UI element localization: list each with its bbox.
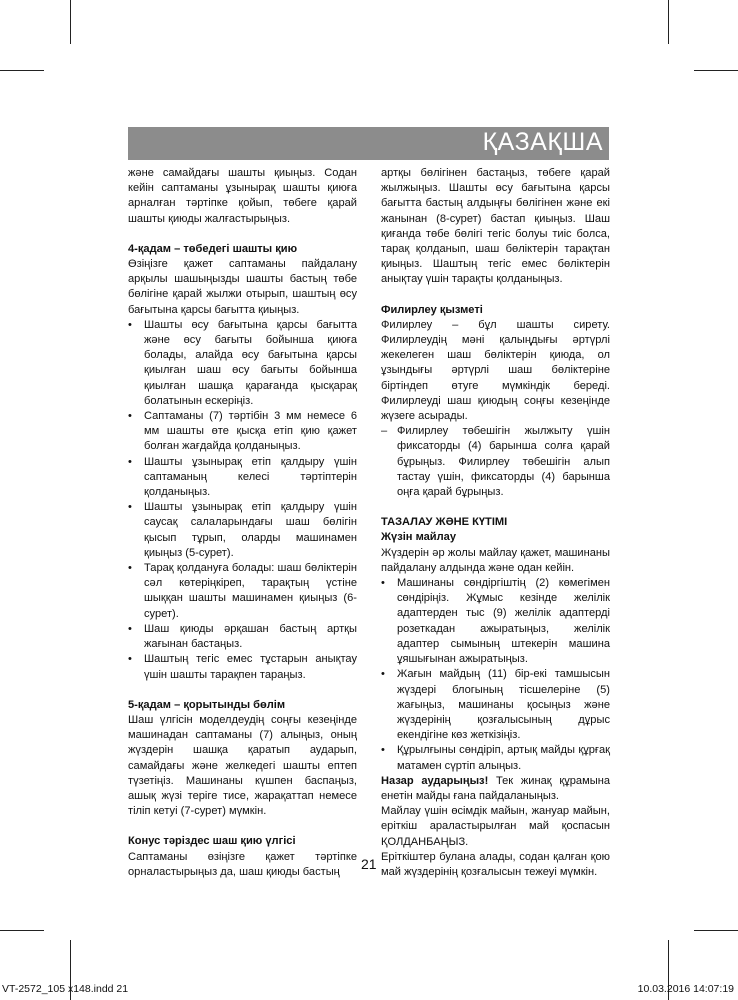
paragraph: және самайдағы шашты қиыңыз. Содан кейін саптаманы ұзынырақ шашты қиюға арналған тәртіпке қойып, төбеге қарай шашты қиюды жалғастырыңыз. [128,167,357,225]
section-heading: Филирлеу қызметі [381,303,483,316]
list-item [128,409,357,455]
list-item [381,667,610,743]
paragraph: Майлау үшін өсімдік майын, жануар майын, еріткіш араластырылған май қоспасын ҚОЛДАНБАҢЫЗ. [381,805,610,848]
list-item-text: Шашты ұзынырақ етіп қалдыру үшін саусақ салаларындағы шаш бөлігін қысып тұрып, оларды машинамен қиыңыз (5-сурет). [144,501,357,559]
bullet-marker: • [128,455,132,468]
list-item-text: Саптаманы (7) тәртібін 3 мм немесе 6 мм шашты өте қысқа етіп қию қажет болған жағдайда қолданыңыз. [144,410,357,453]
paragraph: артқы бөлігінен бастаңыз, төбеге қарай жылжыңыз. Шашты өсу бағытына қарсы бағытта бастың алдыңғы бөлігінен және екі жанынан (8-сурет) бастап қиыңыз. Шаш қиғанда төбе бөлігі тегіс болуы тиіс болса, тарақ қолданып, шаш бөліктерін тарақтан қиыңыз. Шаштың тегіс емес бөліктерін анықтау үшін тарақты қолданыңыз. [381,167,610,286]
crop-mark [694,930,738,931]
crop-mark [0,930,44,931]
language-title: ҚАЗАҚША [482,128,603,156]
list-item [128,622,357,652]
bullet-marker: • [128,501,132,514]
footer-file-info: VT-2572_105 x148.indd 21 [2,983,129,995]
list-item [381,576,610,667]
list-item-text: Шаштың тегіс емес тұстарын анықтау үшін шашты тарақпен тараңыз. [144,653,357,681]
list-item-text: Шашты өсу бағытына қарсы бағытта және өсу бағыты бойынша қиюға болады, алайда өсу бағытына қарсы қиылған шаш өсу бағыты бойынша қиылған шашқа қарағанда қысқарақ болатынын ескеріңіз. [144,318,357,407]
bullet-marker: • [128,622,132,635]
section-heading: Конус тәріздес шаш қию үлгісі [128,835,296,848]
paragraph: Жүздерін әр жолы майлау қажет, машинаны пайдалану алдында және одан кейін. [381,546,610,574]
crop-mark [70,0,71,44]
list-item [381,424,610,500]
left-column [128,166,357,880]
paragraph: Өзіңізге қажет саптаманы пайдалану арқылы шашыңызды шашты бастың төбе бөлігіне қарай жылжи отырып, шаштың өсу бағытына қарсы бағытта қиыңыз. [128,258,357,316]
crop-mark [0,70,44,71]
attention-paragraph [381,774,610,804]
bullet-list [128,318,357,683]
section-heading: 5-қадам – қорытынды бөлім [128,698,286,711]
list-item-text: Құрылғыны сөндіріп, артық майды құрғақ матамен сүртіп алыңыз. [397,744,610,772]
section-heading: ТАЗАЛАУ ЖӘНЕ КҮТІМІ [381,516,508,529]
list-item-text: Шашты ұзынырақ етіп қалдыру үшін саптаманың келесі тәртіптерін қолданыңыз. [144,455,357,499]
list-item [128,500,357,561]
list-item-text: Шаш қиюды әрқашан бастың артқы жағынан бастаңыз. [144,622,357,651]
bullet-marker: • [381,668,385,681]
dash-list [381,424,610,500]
list-item-text: Филирлеу төбешігін жылжыту үшін фиксаторды (4) барынша солға қарай бұрыңыз. Филирлеу төбешігін алып тастау үшін, фиксаторды (4) барынша оңға қарай бұрыңыз. [397,425,610,499]
bullet-marker: • [381,577,385,590]
list-item [381,743,610,773]
bullet-marker: • [128,653,132,666]
bullet-list [381,576,610,774]
bullet-marker: • [128,410,132,423]
crop-mark [668,0,669,44]
sub-heading: Жүзін майлау [381,531,457,544]
list-item [128,455,357,501]
page-number: 21 [361,856,377,872]
bullet-marker: • [128,318,132,331]
right-column [381,166,610,880]
attention-label: Назар аударыңыз! [381,774,489,787]
paragraph: Шаш үлгісін моделдеудің соңғы кезеңінде машинадан саптаманы (7) алыңыз, оның жүздерін шашқа қаратып аударып, самайдағы және желкедегі шашты ептеп түзетіңіз. Машинаны күшпен баспаңыз, ашық жүзі теріге тисе, жарақаттап немесе тіліп кетуі (7-сурет) мүмкін. [128,713,357,818]
list-item-text: Жағын майдың (11) бір-екі тамшысын жүздері блогының тісшелеріне (5) жағыңыз, машинаны қосыңыз және жүздерінің қозғалысының дұрыс екендігіне көз жеткізіңіз. [397,668,610,742]
list-item-text: Тарақ қолдануға болады: шаш бөліктерін сәл көтеріңкіреп, тарақтың үстіне шыққан шашты машинамен қиыңыз (6-сурет). [144,562,357,620]
bullet-marker: • [128,562,132,575]
crop-mark [694,70,738,71]
paragraph: Саптаманы өзіңізге қажет тәртіпке орналастырыңыз да, шаш қиюды бастың [128,850,357,878]
section-heading: 4-қадам – төбедегі шашты қию [128,242,298,255]
language-header-bar [128,127,609,160]
paragraph: Филирлеу – бұл шашты сирету. Филирлеудің мәні қалыңдығы әртүрлі жекелеген шаш бөліктерін қиюда, ол ұзындығы әртүрлі шаш бөліктеріне біртіндеп өтуге мүмкіндік береді. Филирлеуді шаш қиюдың соңғы кезеңінде жүзеге асырады. [381,318,610,423]
list-item-text: Машинаны сөндіргіштің (2) көмегімен сөндіріңіз. Жұмыс кезінде желілік адаптерден тыс (9) желілік адаптерді розеткадан ажыратыңыз, желілік адаптер сымының штекерін машина ұяшығынан ажыратыңыз. [397,577,610,666]
dash-marker: – [381,425,388,438]
list-item [128,561,357,622]
list-item [128,652,357,682]
bullet-marker: • [381,744,385,757]
paragraph: Еріткіштер булана алады, содан қалған қою май жүздерінің қозғалысын тежеуі мүмкін. [381,850,610,878]
footer-timestamp: 10.03.2016 14:07:19 [637,983,734,995]
attention-text: Тек жинақ құрамына енетін майды ғана пайдаланыңыз. [381,774,611,802]
list-item [128,318,357,409]
